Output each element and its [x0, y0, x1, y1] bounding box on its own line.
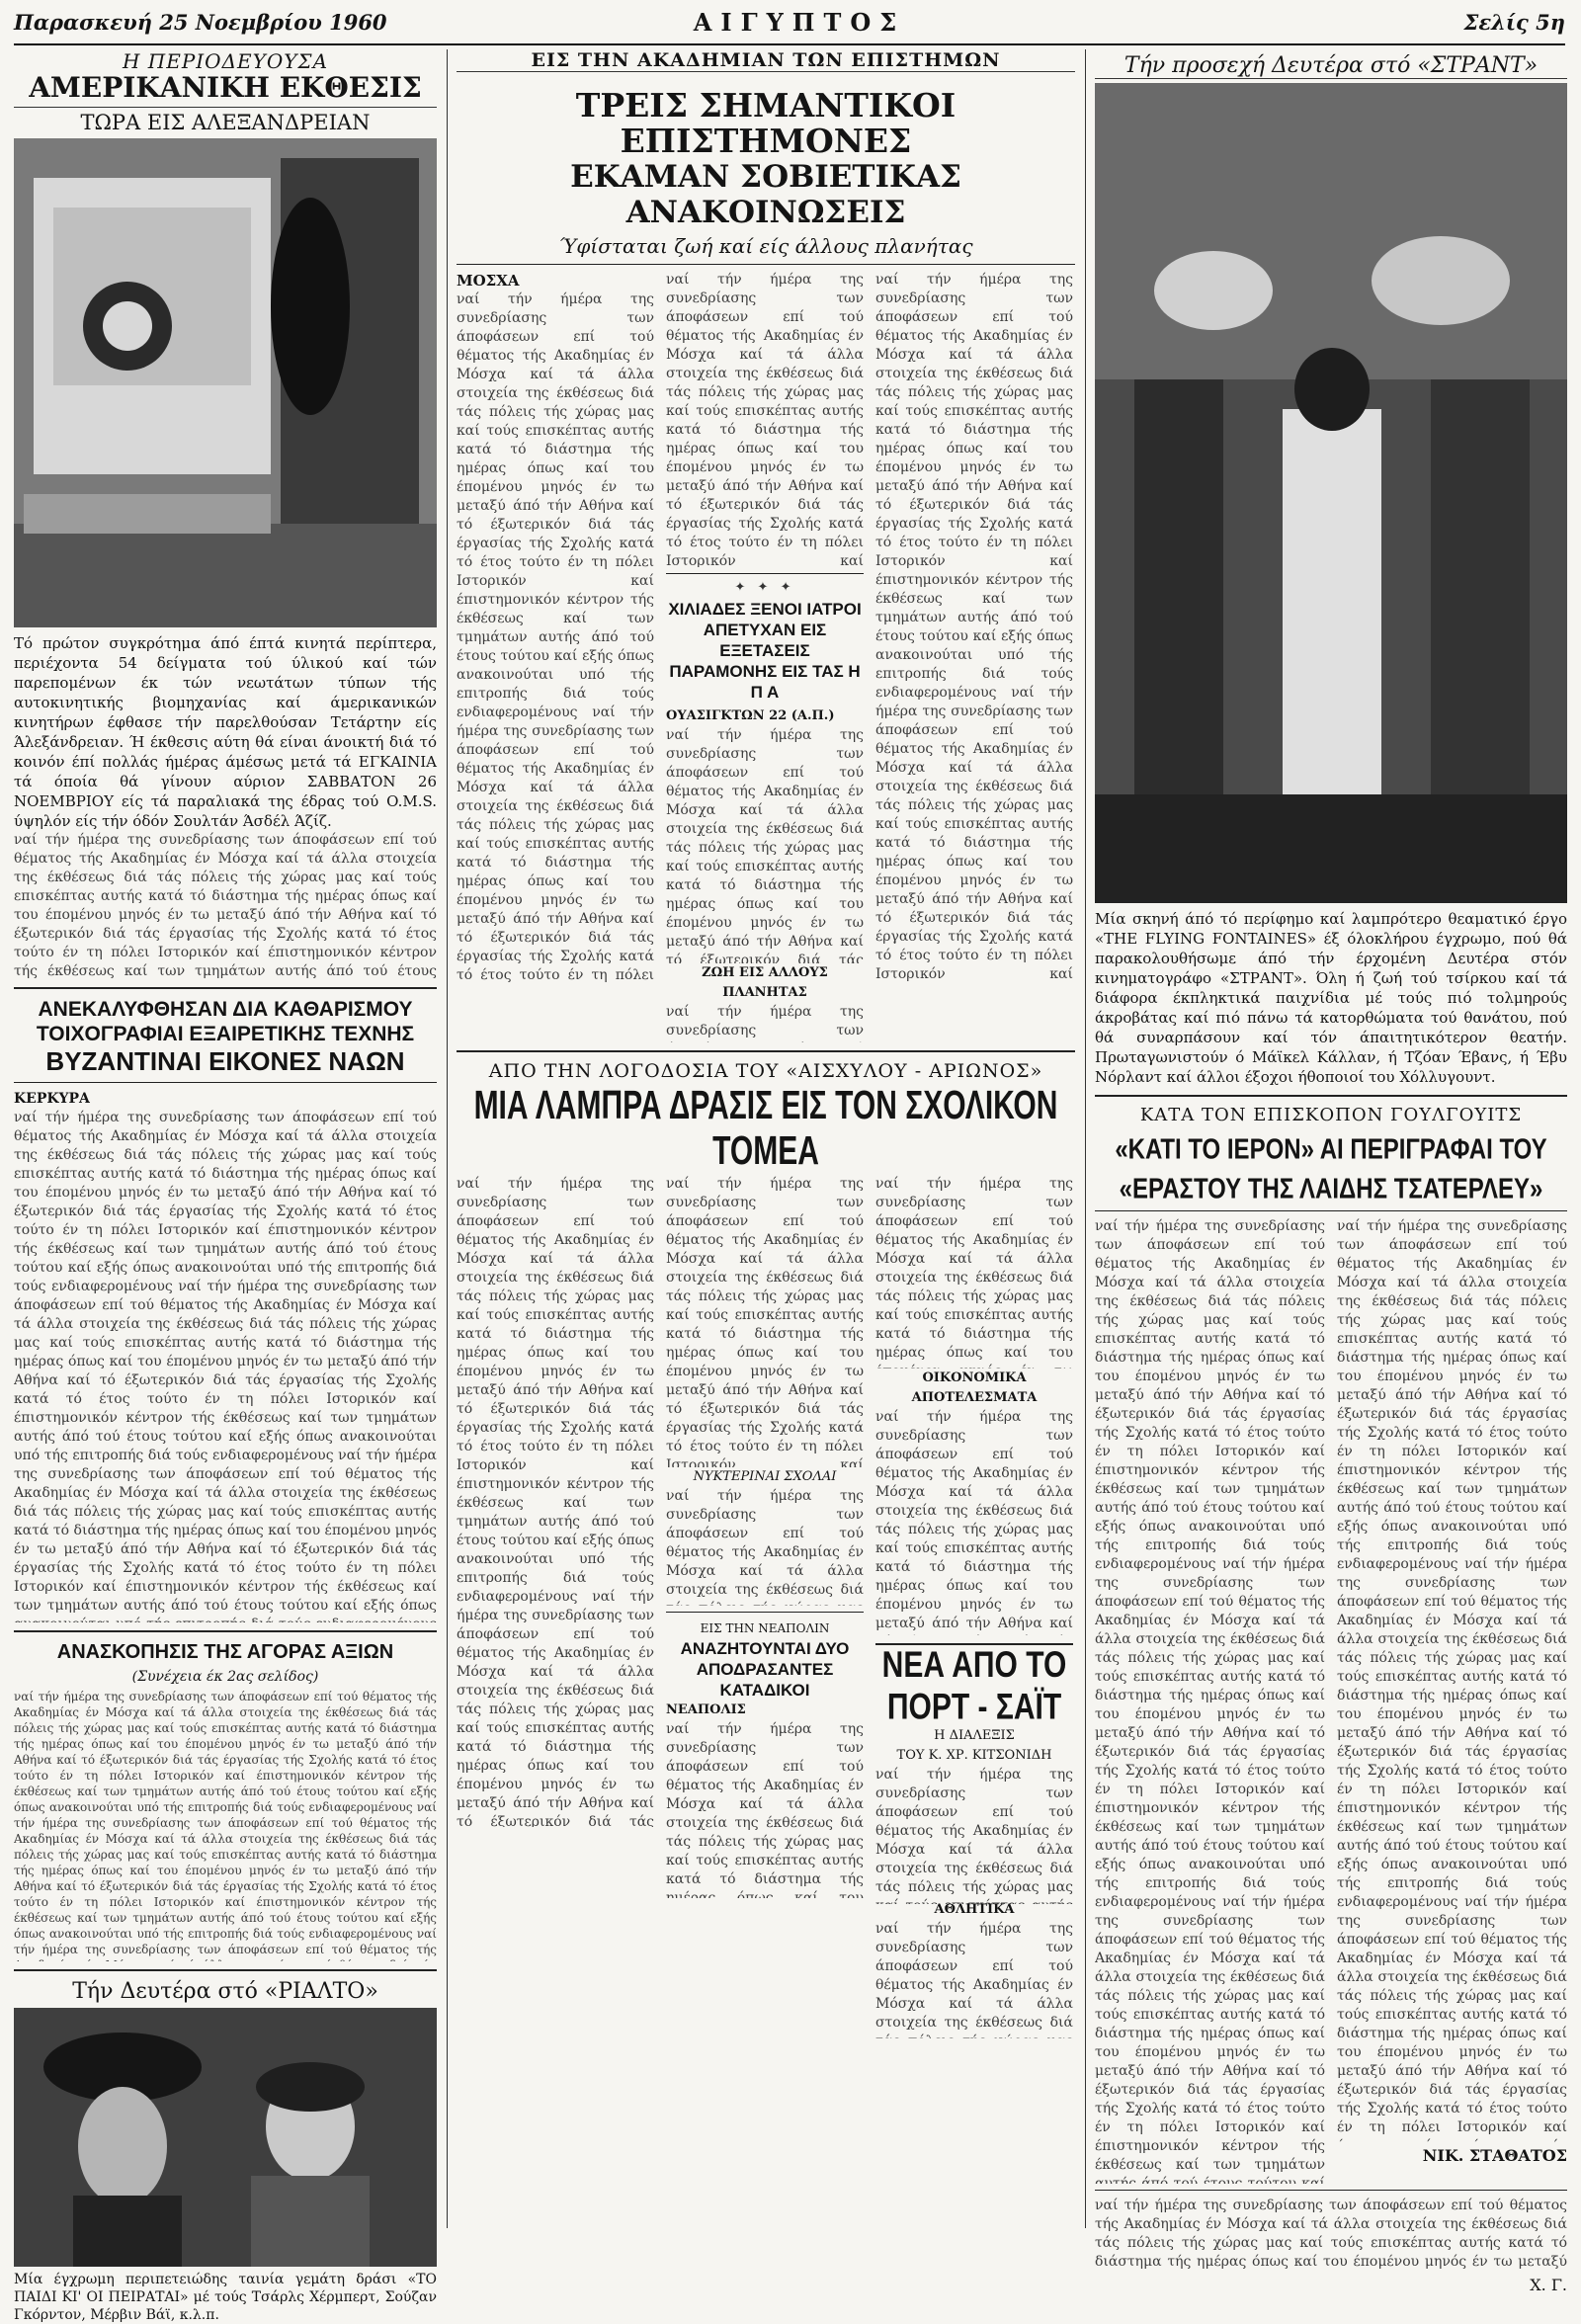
- divider: [457, 1050, 1075, 1052]
- school-column-1: [457, 1175, 654, 1904]
- market-quotes: [14, 1689, 437, 1961]
- portsaid-column: [875, 1900, 1073, 2038]
- portsaid-subhead-2: ΤΟΥ Κ. ΧΡ. ΚΙΤΣΟΝΙΔΗ: [896, 1748, 1052, 1763]
- bishop-article: [1095, 1217, 1567, 2184]
- frescoes-headline-3: ΒΥΖΑΝΤΙΝΑΙ ΕΙΚΟΝΕΣ ΝΑΩΝ: [45, 1046, 405, 1076]
- exhibit-headline: ΑΜΕΡΙΚΑΝΙΚΗ ΕΚΘΕΣΙΣ: [29, 71, 422, 104]
- footer-notice: [1095, 2197, 1567, 2272]
- portsaid-lower: [457, 1900, 1075, 2038]
- academy-text-2: [666, 271, 864, 567]
- divider: [1095, 1210, 1567, 1211]
- column-rule: [1085, 49, 1086, 2228]
- right-column: [1095, 49, 1567, 2294]
- academy-column-2: [666, 271, 864, 1042]
- frescoes-headline-2: ΤΟΙΧΟΓΡΑΦΙΑΙ ΕΞΑΙΡΕΤΙΚΗΣ ΤΕΧΝΗΣ: [36, 1023, 415, 1045]
- strand-photo: [1095, 83, 1567, 903]
- academy-column-1: [457, 271, 654, 1042]
- school-headline: ΜΙΑ ΛΑΜΠΡΑ ΔΡΑΣΙΣ ΕΙΣ ΤΟΝ ΣΧΟΛΙΚΟΝ ΤΟΜΕΑ: [473, 1084, 1058, 1174]
- bishop-text-2: [1337, 1217, 1567, 2142]
- rialto-photo: [14, 2008, 437, 2267]
- bishop-headline-2: «ΕΡΑΣΤΟΥ ΤΗΣ ΛΑΙΔΗΣ ΤΣΑΤΕΡΛΕΥ»: [1119, 1173, 1543, 1205]
- portsaid-left-spacer: [457, 1900, 864, 2038]
- strand-caption: Μία σκηνή άπό τό περίφημο καί λαμπρότερο θεαματικό έργο «THE FLYING FONTAINES» έξ όλοκλήρου έγχρωμο, πού θά παρακολουθήσωμε άπό τήν έρχομένη Δευτέρα στόν κινηματογράφο «ΣΤΡΑΝΤ». Όλη ή ζωή τού τσίρκου καί τά διάφορα έκπληκτικά παιχνίδια μέ τούς πιό τολμηρούς άκροβάτας καί πιό πάνω τά κατορθώματα τού θανάτου, πού θά συναρπάσουν καί τόν άπαιτητικότερον θεατήν. Πρωταγωνιστούν ό Μάϊκελ Κάλλαν, ή Τζόαν Έβανς, ή Έβυ Νόρλαντ καί άλλοι έξοχοι ήθοποιοί του Χόλλυγουντ.: [1095, 910, 1567, 1086]
- strand-headline: Τήν προσεχή Δευτέρα στό «ΣΤΡΑΝΤ»: [1095, 53, 1567, 79]
- portsaid-headline: ΝΕΑ ΑΠΟ ΤΟ ΠΟΡΤ - ΣΑΪΤ: [881, 1644, 1067, 1728]
- night-school-subhead: ΝΥΚΤΕΡΙΝΑΙ ΣΧΟΛΑΙ: [693, 1469, 837, 1484]
- divider: [14, 1969, 437, 1971]
- school-column-2: [666, 1175, 864, 1904]
- academy-text-1: [457, 290, 654, 982]
- masthead-date: Παρασκευή 25 Νοεμβρίου 1960: [14, 10, 387, 35]
- portsaid-text: [875, 1766, 1073, 1904]
- naples-dateline: ΝΕΑΠΟΛΙΣ: [666, 1702, 746, 1717]
- ornament: ✦ ✦ ✦: [734, 580, 795, 595]
- bishop-text-1: [1095, 1217, 1325, 2184]
- life-text: [666, 1003, 864, 1042]
- divider: [1095, 2190, 1567, 2191]
- masthead: [14, 6, 1565, 45]
- exhibit-body: [14, 831, 437, 979]
- finance-subhead: ΟΙΚΟΝΟΜΙΚΑ ΑΠΟΤΕΛΕΣΜΑΤΑ: [911, 1370, 1038, 1405]
- rialto-caption: Μία έγχρωμη περιπετειώδης ταινία γεμάτη δράσι «ΤΟ ΠΑΙΔΙ ΚΙ' ΟΙ ΠΕΙΡΑΤΑΙ» μέ τούς Τσάρλς Χέρμπερτ, Σούζαν Γκόρντον, Μέρβιν Βάϊ, κ.λ.π.: [14, 2272, 437, 2323]
- academy-text-3: [875, 271, 1073, 984]
- school-kicker: ΑΠΟ ΤΗΝ ΛΟΓΟΔΟΣΙΑ ΤΟΥ «ΑΙΣΧΥΛΟΥ - ΑΡΙΩΝΟΣ»: [488, 1060, 1043, 1082]
- doctors-dateline: ΟΥΑΣΙΓΚΤΩΝ 22 (Α.Π.): [666, 708, 835, 723]
- frescoes-dateline: ΚΕΡΚΥΡΑ: [14, 1091, 90, 1107]
- exhibit-subtitle: ΤΩΡΑ ΕΙΣ ΑΛΕΞΑΝΔΡΕΙΑΝ: [14, 107, 437, 134]
- academy-dateline: ΜΟΣΧΑ: [457, 272, 520, 290]
- divider: [1095, 1095, 1567, 1097]
- frescoes-body: [14, 1109, 437, 1622]
- frescoes-headline-1: ΑΝΕΚΑΛΥΦΘΗΣΑΝ ΔΙΑ ΚΑΘΑΡΙΣΜΟΥ: [38, 998, 413, 1021]
- bishop-headline-1: «ΚΑΤΙ ΤΟ ΙΕΡΟΝ» ΑΙ ΠΕΡΙΓΡΑΦΑΙ ΤΟΥ: [1115, 1133, 1547, 1166]
- market-continued: (Συνέχεια έκ 2ας σελίδος): [131, 1669, 319, 1685]
- naples-kicker: ΕΙΣ ΤΗΝ ΝΕΑΠΟΛΙΝ: [700, 1621, 830, 1635]
- column-rule: [447, 49, 448, 2228]
- sport-text: [875, 1920, 1073, 2038]
- market-headline: ΑΝΑΣΚΟΠΗΣΙΣ ΤΗΣ ΑΓΟΡΑΣ ΑΞΙΩΝ: [56, 1641, 394, 1663]
- school-column-3: [875, 1175, 1073, 1904]
- life-subhead: ΖΩΗ ΕΙΣ ΑΛΛΟΥΣ ΠΛΑΝΗΤΑΣ: [702, 965, 828, 1000]
- naples-headline: ΑΝΑΖΗΤΟΥΝΤΑΙ ΔΥΟ ΑΠΟΔΡΑΣΑΝΤΕΣ ΚΑΤΑΔΙΚΟΙ: [680, 1639, 850, 1700]
- doctors-text: [666, 726, 864, 963]
- divider: [14, 1630, 437, 1632]
- academy-headline-1: ΤΡΕΙΣ ΣΗΜΑΝΤΙΚΟΙ ΕΠΙΣΤΗΜΟΝΕΣ: [575, 86, 957, 160]
- doctors-headline: ΧΙΛΙΑΔΕΣ ΞΕΝΟΙ ΙΑΤΡΟΙ ΑΠΕΤΥΧΑΝ ΕΙΣ ΕΞΕΤΑΣΕΙΣ ΠΑΡΑΜΟΝΗΣ ΕΙΣ ΤΑΣ Η Π Α: [668, 600, 862, 702]
- strand-photo-image: [1095, 83, 1567, 903]
- school-article: [457, 1175, 1075, 1904]
- masthead-page-number: Σελίς 5η: [1463, 10, 1565, 35]
- sport-subhead: ΑΘΛΗΤΙΚΑ: [934, 1902, 1015, 1917]
- divider: [666, 1612, 864, 1613]
- masthead-title: ΑΙΓΥΠΤΟΣ: [693, 8, 906, 37]
- school-text-3: [875, 1175, 1073, 1369]
- exhibit-lead: Τό πρώτον συγκρότημα άπό έπτά κινητά περίπτερα, περιέχοντα 54 δείγματα τού ύλικού καί τών παρεπομένων έκ τών νεωτάτων τύπων τής αυτοκινητικής βιομηχανίας καί άμερικανικών κινητήρων έφθασε τήν παρελθούσαν Τετάρτην είς Άλεξάνδρειαν. Ή έκθεσις αύτη θά είναι άνοικτή διά τό κοινόν έπί πολλάς ήμέρας άμέσως μετά τά ΕΓΚΑΙΝΙΑ τά όποία θά γίνουν αύριον ΣΑΒΒΑΤΟΝ 26 ΝΟΕΜΒΡΙΟΥ είς τά παραλιακά της έδρας τού O.M.S. ύψηλόν είς τήν όδόν Σουλτάν Άσδέλ Άζίζ.: [14, 634, 437, 830]
- bishop-column-2: [1337, 1217, 1567, 2184]
- exhibit-photo-image: [14, 138, 437, 627]
- center-column: [457, 49, 1075, 2038]
- divider: [14, 1082, 437, 1083]
- school-text-2: [666, 1175, 864, 1467]
- divider: [457, 264, 1075, 265]
- portsaid-subhead-1: Η ΔΙΑΛΕΞΙΣ: [934, 1728, 1015, 1743]
- divider: [666, 573, 864, 574]
- exhibit-photo: [14, 138, 437, 627]
- naples-text: [666, 1720, 864, 1898]
- rialto-photo-image: [14, 2008, 437, 2267]
- academy-article: [457, 271, 1075, 1042]
- academy-headline-2: ΕΚΑΜΑΝ ΣΟΒΙΕΤΙΚΑΣ ΑΝΑΚΟΙΝΩΣΕΙΣ: [570, 159, 961, 230]
- footer-initials: Χ. Γ.: [1530, 2276, 1567, 2294]
- night-school-text: [666, 1487, 864, 1606]
- academy-column-3: [875, 271, 1073, 1042]
- academy-subtitle: Ύφίσταται ζωή καί είς άλλους πλανήτας: [558, 234, 973, 258]
- rialto-headline: Τήν Δευτέρα στό «ΡΙΑΛΤΟ»: [72, 1979, 378, 2004]
- school-text-1: [457, 1175, 654, 1827]
- exhibit-kicker: Η ΠΕΡΙΟΔΕΥΟΥΣΑ: [122, 49, 329, 73]
- bishop-kicker: ΚΑΤΑ ΤΟΝ ΕΠΙΣΚΟΠΟΝ ΓΟΥΛΓΟΥΙΤΣ: [1139, 1105, 1523, 1125]
- divider: [14, 987, 437, 989]
- finance-text: [875, 1408, 1073, 1635]
- left-column: [14, 49, 437, 2324]
- academy-kicker: ΕΙΣ ΤΗΝ ΑΚΑΔΗΜΙΑΝ ΤΩΝ ΕΠΙΣΤΗΜΩΝ: [457, 49, 1075, 72]
- bishop-signature: ΝΙΚ. ΣΤΑΘΑΤΟΣ: [1422, 2146, 1567, 2165]
